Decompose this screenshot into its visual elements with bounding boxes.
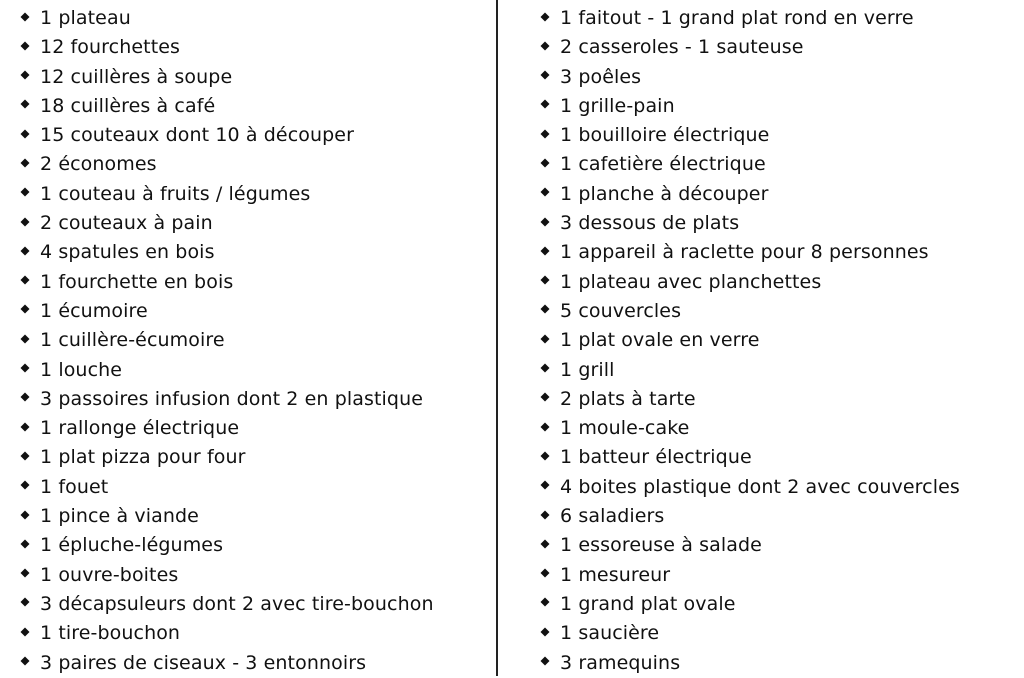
list-item-text: 1 ouvre-boites bbox=[40, 563, 179, 586]
list-item bbox=[540, 502, 1010, 531]
diamond-bullet-icon bbox=[540, 480, 550, 490]
list-item-text: 5 couvercles bbox=[560, 299, 682, 322]
diamond-bullet-icon bbox=[20, 12, 30, 22]
list-item bbox=[20, 385, 490, 414]
list-item bbox=[20, 238, 490, 267]
list-item bbox=[20, 63, 490, 92]
diamond-bullet-icon bbox=[540, 246, 550, 256]
diamond-bullet-icon bbox=[20, 99, 30, 109]
diamond-bullet-icon bbox=[20, 70, 30, 80]
list-item-text: 1 bouilloire électrique bbox=[560, 124, 770, 147]
list-item-text: 1 écumoire bbox=[40, 299, 148, 322]
diamond-bullet-icon bbox=[20, 539, 30, 549]
list-item bbox=[540, 297, 1010, 326]
list-item bbox=[20, 619, 490, 648]
list-item-text: 1 plateau bbox=[40, 7, 131, 29]
list-item bbox=[20, 209, 490, 238]
list-item-text: 1 louche bbox=[40, 358, 123, 381]
list-item bbox=[540, 385, 1010, 414]
list-item bbox=[540, 4, 1010, 33]
list-item-text: 3 paires de ciseaux - 3 entonnoirs bbox=[40, 651, 367, 674]
list-item bbox=[20, 268, 490, 297]
list-item bbox=[540, 531, 1010, 560]
list-item-text: 1 pince à viande bbox=[40, 505, 199, 528]
list-item-text: 2 casseroles - 1 sauteuse bbox=[560, 36, 804, 59]
diamond-bullet-icon bbox=[540, 568, 550, 578]
diamond-bullet-icon bbox=[20, 158, 30, 168]
list-item-text: 4 boites plastique dont 2 avec couvercles bbox=[560, 475, 960, 498]
list-item-text: 6 saladiers bbox=[560, 505, 665, 528]
list-item-text: 1 mesureur bbox=[560, 563, 671, 586]
left-inventory-list bbox=[20, 0, 490, 678]
diamond-bullet-icon bbox=[20, 275, 30, 285]
diamond-bullet-icon bbox=[540, 12, 550, 22]
list-item-text: 3 décapsuleurs dont 2 avec tire-bouchon bbox=[40, 592, 434, 615]
list-item bbox=[540, 326, 1010, 355]
list-item bbox=[20, 473, 490, 502]
list-item-text: 1 plat ovale en verre bbox=[560, 329, 760, 352]
list-item-text: 1 épluche-légumes bbox=[40, 534, 224, 557]
list-item-text: 1 grille-pain bbox=[560, 94, 675, 117]
list-item-text: 1 saucière bbox=[560, 622, 660, 645]
list-item bbox=[20, 443, 490, 472]
list-item-text: 1 fouet bbox=[40, 475, 109, 498]
list-item bbox=[20, 92, 490, 121]
diamond-bullet-icon bbox=[540, 539, 550, 549]
list-item bbox=[20, 649, 490, 678]
list-item bbox=[540, 33, 1010, 62]
diamond-bullet-icon bbox=[540, 363, 550, 373]
diamond-bullet-icon bbox=[540, 334, 550, 344]
diamond-bullet-icon bbox=[20, 129, 30, 139]
diamond-bullet-icon bbox=[20, 510, 30, 520]
list-item-text: 1 essoreuse à salade bbox=[560, 534, 762, 557]
list-item-text: 1 grill bbox=[560, 358, 615, 381]
list-item bbox=[20, 502, 490, 531]
list-item bbox=[540, 473, 1010, 502]
list-item-text: 1 cuillère-écumoire bbox=[40, 329, 225, 352]
diamond-bullet-icon bbox=[540, 656, 550, 666]
diamond-bullet-icon bbox=[540, 99, 550, 109]
list-item-text: 15 couteaux dont 10 à découper bbox=[40, 124, 354, 147]
list-item bbox=[20, 180, 490, 209]
diamond-bullet-icon bbox=[540, 41, 550, 51]
diamond-bullet-icon bbox=[20, 597, 30, 607]
list-item-text: 1 couteau à fruits / légumes bbox=[40, 182, 311, 205]
list-item-text: 3 dessous de plats bbox=[560, 212, 740, 235]
list-item-text: 1 moule-cake bbox=[560, 417, 690, 440]
diamond-bullet-icon bbox=[540, 597, 550, 607]
diamond-bullet-icon bbox=[20, 334, 30, 344]
list-item bbox=[540, 238, 1010, 267]
list-item bbox=[540, 619, 1010, 648]
list-item-text: 1 tire-bouchon bbox=[40, 622, 181, 645]
list-item bbox=[20, 326, 490, 355]
list-item bbox=[20, 356, 490, 385]
diamond-bullet-icon bbox=[20, 422, 30, 432]
diamond-bullet-icon bbox=[540, 217, 550, 227]
list-item-text: 1 grand plat ovale bbox=[560, 592, 736, 615]
right-inventory-list bbox=[540, 0, 1010, 678]
list-item bbox=[20, 4, 490, 33]
list-item-text: 2 couteaux à pain bbox=[40, 212, 213, 235]
list-item-text: 1 plateau avec planchettes bbox=[560, 270, 822, 293]
list-item bbox=[20, 561, 490, 590]
diamond-bullet-icon bbox=[540, 422, 550, 432]
list-item bbox=[540, 180, 1010, 209]
list-item-text: 12 fourchettes bbox=[40, 36, 181, 59]
diamond-bullet-icon bbox=[20, 451, 30, 461]
diamond-bullet-icon bbox=[20, 480, 30, 490]
list-item-text: 1 plat pizza pour four bbox=[40, 446, 246, 469]
diamond-bullet-icon bbox=[540, 510, 550, 520]
list-item bbox=[540, 209, 1010, 238]
list-item-text: 3 ramequins bbox=[560, 651, 681, 674]
list-item bbox=[540, 443, 1010, 472]
diamond-bullet-icon bbox=[540, 187, 550, 197]
diamond-bullet-icon bbox=[20, 187, 30, 197]
list-item-text: 18 cuillères à café bbox=[40, 94, 216, 117]
list-item-text: 1 batteur électrique bbox=[560, 446, 752, 469]
list-item-text: 1 rallonge électrique bbox=[40, 417, 240, 440]
list-item bbox=[540, 649, 1010, 678]
list-item-text: 3 passoires infusion dont 2 en plastique bbox=[40, 387, 424, 410]
list-item-text: 1 cafetière électrique bbox=[560, 153, 766, 176]
list-item bbox=[540, 590, 1010, 619]
diamond-bullet-icon bbox=[20, 363, 30, 373]
diamond-bullet-icon bbox=[20, 246, 30, 256]
list-item bbox=[540, 356, 1010, 385]
list-item-text: 4 spatules en bois bbox=[40, 241, 215, 264]
diamond-bullet-icon bbox=[540, 70, 550, 80]
diamond-bullet-icon bbox=[20, 217, 30, 227]
list-item-text: 2 plats à tarte bbox=[560, 387, 696, 410]
list-item bbox=[20, 590, 490, 619]
diamond-bullet-icon bbox=[20, 568, 30, 578]
list-item-text: 3 poêles bbox=[560, 65, 642, 88]
list-item bbox=[20, 297, 490, 326]
diamond-bullet-icon bbox=[540, 392, 550, 402]
diamond-bullet-icon bbox=[540, 158, 550, 168]
list-item-text: 2 économes bbox=[40, 153, 157, 176]
diamond-bullet-icon bbox=[540, 451, 550, 461]
list-item bbox=[20, 121, 490, 150]
list-item bbox=[20, 150, 490, 179]
diamond-bullet-icon bbox=[540, 129, 550, 139]
diamond-bullet-icon bbox=[540, 304, 550, 314]
diamond-bullet-icon bbox=[20, 41, 30, 51]
list-item bbox=[540, 121, 1010, 150]
list-item bbox=[20, 33, 490, 62]
list-item-text: 1 fourchette en bois bbox=[40, 270, 234, 293]
list-item bbox=[540, 63, 1010, 92]
list-item bbox=[540, 268, 1010, 297]
list-item-text: 1 faitout - 1 grand plat rond en verre bbox=[560, 7, 914, 29]
diamond-bullet-icon bbox=[540, 275, 550, 285]
list-item bbox=[540, 414, 1010, 443]
diamond-bullet-icon bbox=[20, 304, 30, 314]
list-item-text: 12 cuillères à soupe bbox=[40, 65, 233, 88]
list-item bbox=[20, 531, 490, 560]
list-item bbox=[540, 150, 1010, 179]
diamond-bullet-icon bbox=[20, 656, 30, 666]
diamond-bullet-icon bbox=[20, 627, 30, 637]
diamond-bullet-icon bbox=[20, 392, 30, 402]
column-divider bbox=[496, 0, 498, 676]
diamond-bullet-icon bbox=[540, 627, 550, 637]
list-item-text: 1 planche à découper bbox=[560, 182, 769, 205]
list-item bbox=[20, 414, 490, 443]
list-item-text: 1 appareil à raclette pour 8 personnes bbox=[560, 241, 929, 264]
list-item bbox=[540, 561, 1010, 590]
list-item bbox=[540, 92, 1010, 121]
